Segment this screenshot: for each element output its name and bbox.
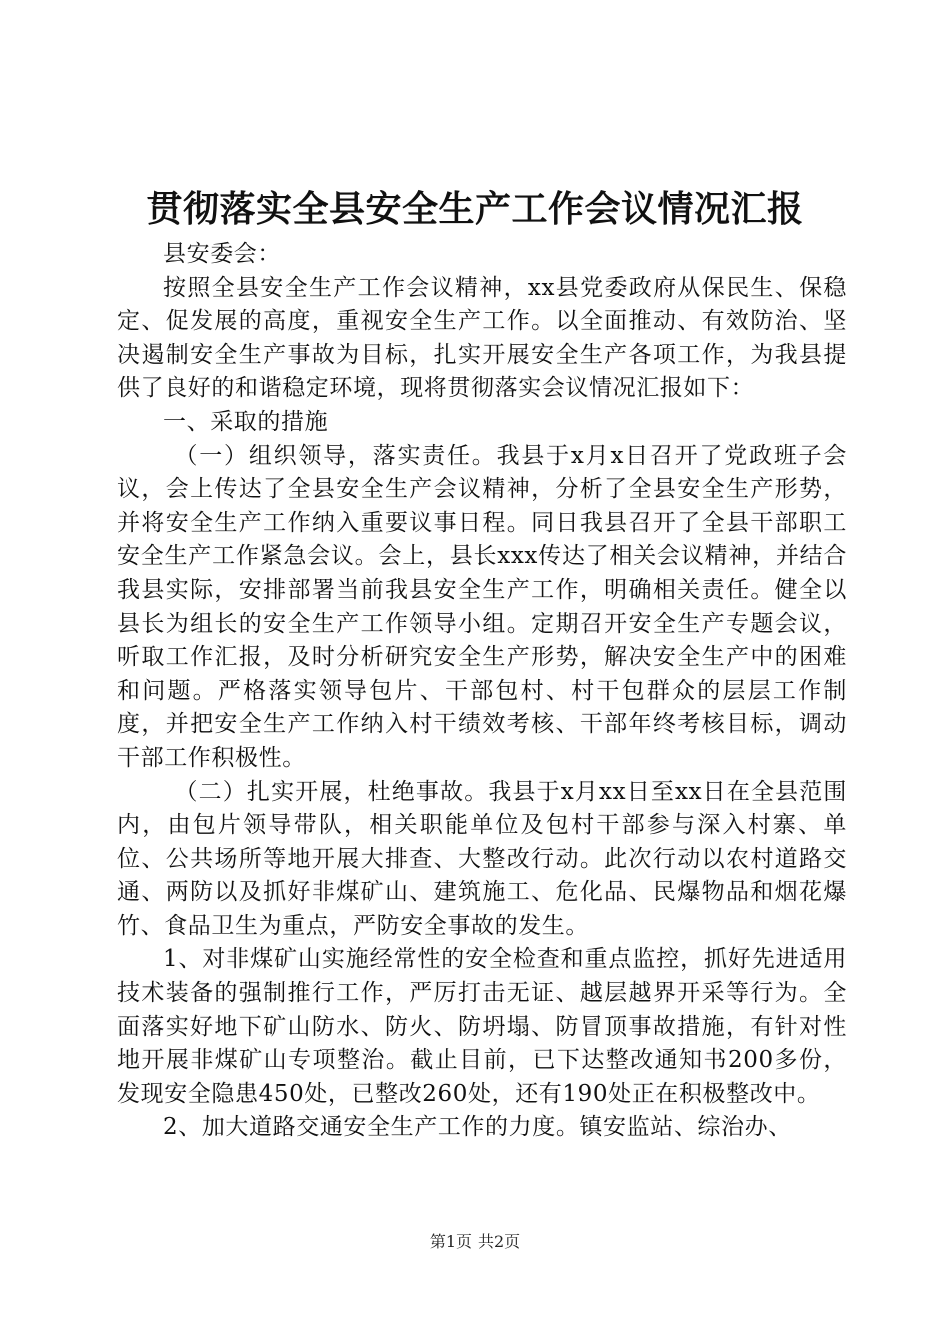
paragraph-traffic: 2、加大道路交通安全生产工作的力度。镇安监站、综治办、	[163, 1114, 792, 1141]
intro-paragraph: 按照全县安全生产工作会议精神，xx县党委政府从保民生、保稳定、促发展的高度，重视安全生产工作。以全面推动、有效防治、坚决遏制安全生产事故为目标，扎实开展安全生产各项工作，为我县提供了良好的和谐稳定环境，现将贯彻落实会议情况汇报如下：	[117, 274, 847, 402]
document-title: 贯彻落实全县安全生产工作会议情况汇报	[146, 189, 804, 230]
page-number: 第1页	[429, 1232, 472, 1251]
paragraph-organization: （一）组织领导，落实责任。我县于x月x日召开了党政班子会议，会上传达了全县安全生产会议精神，分析了全县安全生产形势，并将安全生产工作纳入重要议事日程。同日我县召开了全县干部职工安全生产工作紧急会议。会上，县长xxx传达了相关会议精神，并结合我县实际，安排部署当前我县安全生产工作，明确相关责任。健全以县长为组长的安全生产工作领导小组。定期召开安全生产专题会议，听取工作汇报，及时分析研究安全生产形势，解决安全生产中的困难和问题。严格落实领导包片、干部包村、村干包群众的层层工作制度，并把安全生产工作纳入村干绩效考核、干部年终考核目标，调动干部工作积极性。	[117, 442, 847, 771]
page-total: 共2页	[478, 1232, 521, 1251]
paragraph-mining: 1、对非煤矿山实施经常性的安全检查和重点监控，抓好先进适用技术装备的强制推行工作，严厉打击无证、越层越界开采等行为。全面落实好地下矿山防水、防火、防坍塌、防冒顶事故措施，有针对性地开展非煤矿山专项整治。截止目前，已下达整改通知书200多份，发现安全隐患450处，已整改260处，还有190处正在积极整改中。	[117, 946, 847, 1107]
page-footer	[0, 1232, 950, 1252]
paragraph-implementation: （二）扎实开展，杜绝事故。我县于x月xx日至xx日在全县范围内，由包片领导带队，相关职能单位及包村干部参与深入村寨、单位、公共场所等地开展大排查、大整改行动。此次行动以农村道路交通、两防以及抓好非煤矿山、建筑施工、危化品、民爆物品和烟花爆竹、食品卫生为重点，严防安全事故的发生。	[117, 778, 847, 939]
document-body	[117, 238, 847, 1145]
salutation: 县安委会：	[163, 241, 281, 267]
section-heading: 一、采取的措施	[163, 408, 329, 435]
